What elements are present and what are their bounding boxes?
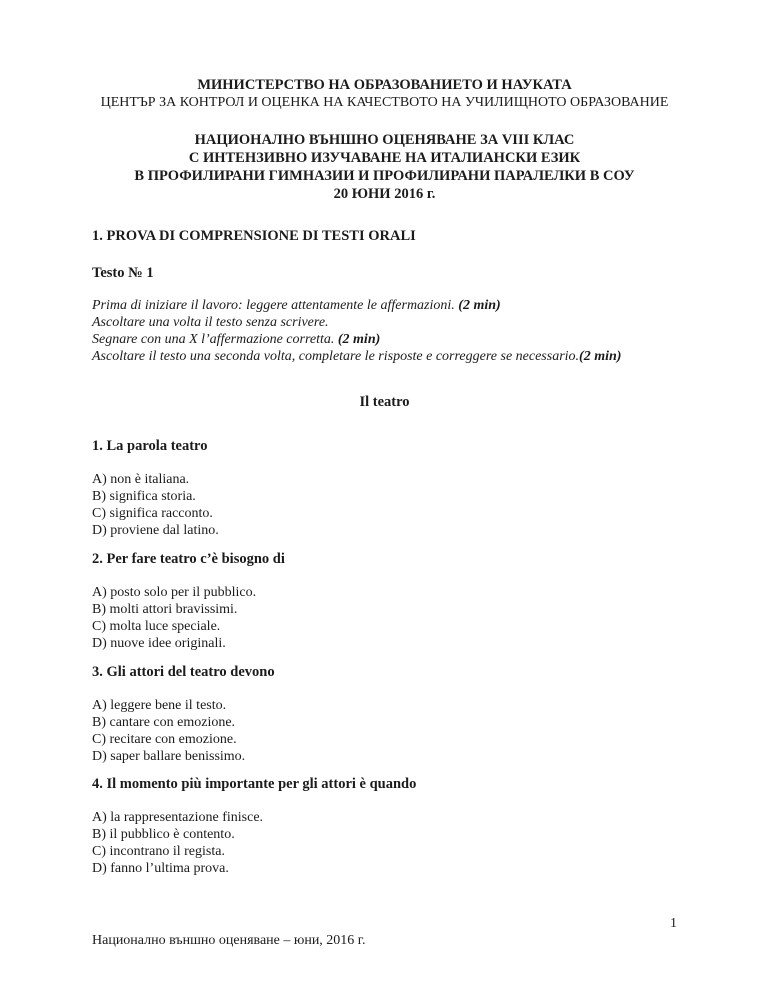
- option-item: C) incontrano il regista.: [92, 844, 225, 859]
- instruction-timer: (2 min): [337, 332, 381, 347]
- question-block: [92, 438, 677, 539]
- page-number: 1: [670, 916, 677, 931]
- option-item: D) saper ballare benissimo.: [92, 749, 246, 764]
- instruction-line: [92, 348, 677, 365]
- question-block: [92, 776, 677, 877]
- option-item: D) fanno l’ultima prova.: [92, 861, 229, 876]
- option-item: C) significa racconto.: [92, 506, 213, 521]
- option-item: A) non è italiana.: [92, 472, 190, 487]
- option-item: A) posto solo per il pubblico.: [92, 585, 257, 600]
- question-stem: 1. La parola teatro: [92, 438, 208, 454]
- option-item: B) molti attori bravissimi.: [92, 602, 238, 617]
- options-list: [92, 584, 677, 652]
- instruction-line: [92, 297, 677, 314]
- question-stem: 4. Il momento più importante per gli attori è quando: [92, 776, 417, 792]
- header-ministry: МИНИСТЕРСТВО НА ОБРАЗОВАНИЕТО И НАУКАТА: [197, 77, 572, 93]
- listening-text-title: Il teatro: [359, 394, 410, 410]
- option-item: A) la rappresentazione finisce.: [92, 810, 264, 825]
- instruction-timer: (2 min): [579, 349, 622, 364]
- instruction-timer: (2 min): [458, 298, 501, 313]
- option-item: A) leggere bene il testo.: [92, 698, 227, 713]
- instruction-text: Ascoltare il testo una seconda volta, completare le risposte e correggere se necessario.: [92, 349, 580, 364]
- option-item: B) significa storia.: [92, 489, 196, 504]
- footer-text: Национално външно оценяване – юни, 2016 г.: [92, 933, 366, 948]
- options-list: [92, 471, 677, 539]
- question-block: [92, 551, 677, 652]
- question-block: [92, 664, 677, 765]
- option-item: C) recitare con emozione.: [92, 732, 237, 747]
- testo-label: Testo № 1: [92, 265, 154, 281]
- exam-title-line-2: С ИНТЕНЗИВНО ИЗУЧАВАНЕ НА ИТАЛИАНСКИ ЕЗИК: [188, 150, 581, 166]
- question-stem: 3. Gli attori del teatro devono: [92, 664, 275, 680]
- header-center-name: ЦЕНТЪР ЗА КОНТРОЛ И ОЦЕНКА НА КАЧЕСТВОТО НА УЧИЛИЩНОТО ОБРАЗОВАНИЕ: [100, 95, 669, 110]
- instruction-line: [92, 314, 677, 331]
- option-item: D) proviene dal latino.: [92, 523, 219, 538]
- exam-title-block: [92, 131, 677, 203]
- section-heading: 1. PROVA DI COMPRENSIONE DI TESTI ORALI: [92, 228, 416, 244]
- option-item: C) molta luce speciale.: [92, 619, 221, 634]
- exam-title-line-1: НАЦИОНАЛНО ВЪНШНО ОЦЕНЯВАНЕ ЗА VIII КЛАС: [194, 132, 575, 148]
- option-item: B) il pubblico è contento.: [92, 827, 235, 842]
- instruction-text: Prima di iniziare il lavoro: leggere attentamente le affermazioni.: [92, 298, 459, 313]
- instructions-block: [92, 297, 677, 365]
- instruction-text: Ascoltare una volta il testo senza scrivere.: [92, 315, 329, 330]
- options-list: [92, 809, 677, 877]
- exam-title-line-3: В ПРОФИЛИРАНИ ГИМНАЗИИ И ПРОФИЛИРАНИ ПАРАЛЕЛКИ В СОУ: [134, 168, 635, 184]
- instruction-text: Segnare con una X l’affermazione corretta.: [92, 332, 338, 347]
- instruction-line: [92, 331, 677, 348]
- question-stem: 2. Per fare teatro c’è bisogno di: [92, 551, 285, 567]
- exam-date: 20 ЮНИ 2016 г.: [333, 186, 436, 202]
- option-item: B) cantare con emozione.: [92, 715, 236, 730]
- option-item: D) nuove idee originali.: [92, 636, 226, 651]
- options-list: [92, 697, 677, 765]
